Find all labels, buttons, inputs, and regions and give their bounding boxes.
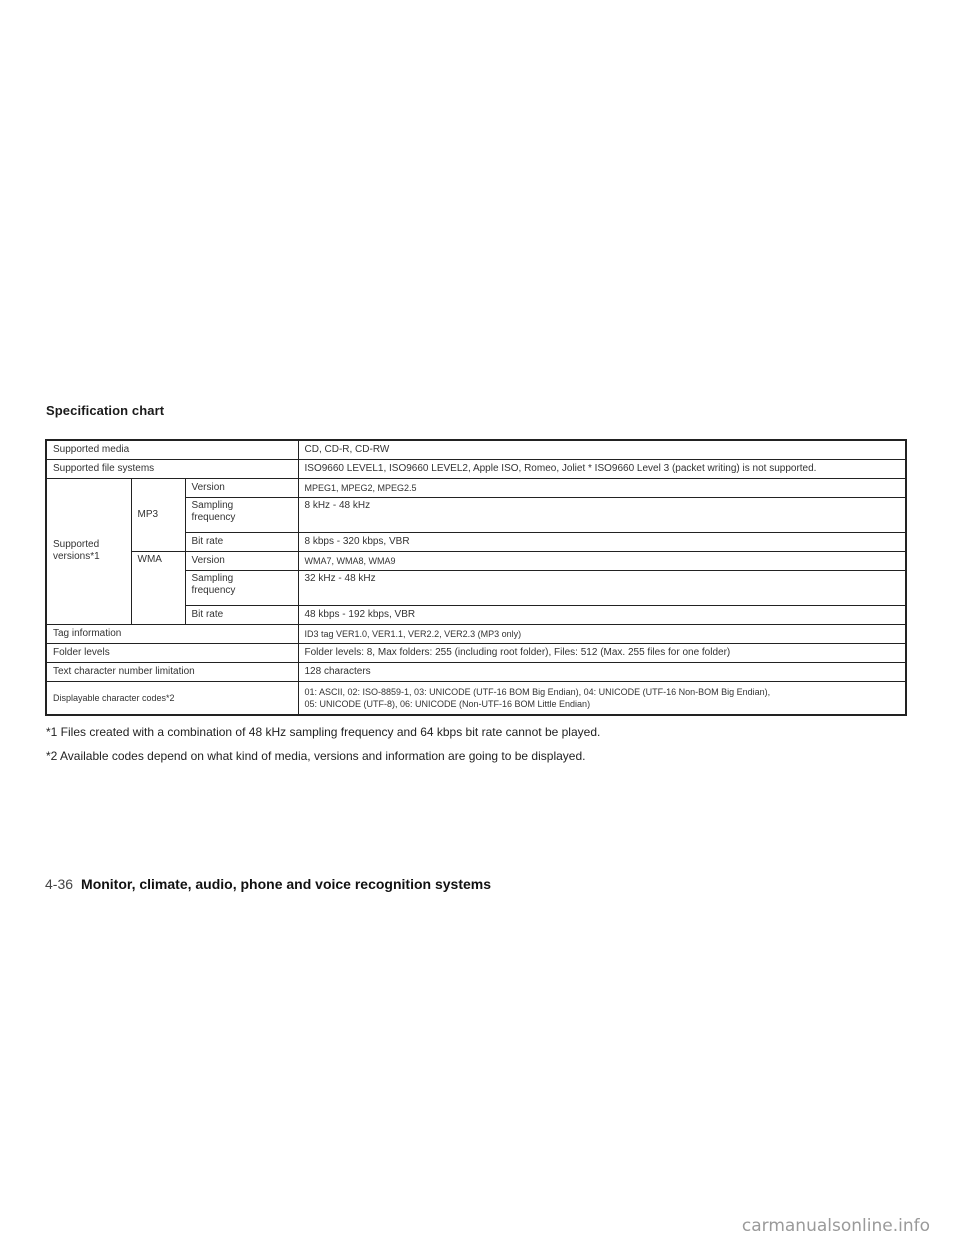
table-row (46, 478, 906, 497)
footnote-1: *1 Files created with a combination of 48 kHz sampling frequency and 64 kbps bit rate cannot be played. (46, 725, 601, 739)
specification-table (45, 439, 907, 716)
wma-sampling-label (185, 570, 298, 605)
table-row (46, 681, 906, 715)
table-row (46, 551, 906, 570)
wma-bitrate-value: 48 kbps - 192 kbps, VBR (298, 605, 906, 624)
mp3-bitrate-label: Bit rate (185, 532, 298, 551)
table-row (46, 459, 906, 478)
mp3-version-label: Version (185, 478, 298, 497)
file-systems-value: ISO9660 LEVEL1, ISO9660 LEVEL2, Apple ISO, Romeo, Joliet * ISO9660 Level 3 (packet writing) is not supported. (298, 459, 906, 478)
tag-information-value: ID3 tag VER1.0, VER1.1, VER2.2, VER2.3 (MP3 only) (298, 624, 906, 643)
wma-sampling-line2: frequency (191, 584, 236, 596)
supported-versions-label (46, 478, 131, 624)
char-codes-line1: 01: ASCII, 02: ISO-8859-1, 03: UNICODE (UTF-16 BOM Big Endian), 04: UNICODE (UTF-16 Non-BOM Big Endian), (304, 686, 771, 697)
wma-version-label: Version (185, 551, 298, 570)
char-codes-line2: 05: UNICODE (UTF-8), 06: UNICODE (Non-UTF-16 BOM Little Endian) (304, 698, 591, 709)
mp3-bitrate-value: 8 kbps - 320 kbps, VBR (298, 532, 906, 551)
wma-bitrate-label: Bit rate (185, 605, 298, 624)
table-row (46, 662, 906, 681)
file-systems-label: Supported file systems (46, 459, 298, 478)
tag-information-label: Tag information (46, 624, 298, 643)
supported-versions-line2: versions*1 (53, 551, 100, 562)
folder-levels-label: Folder levels (46, 643, 298, 662)
watermark: carmanualsonline.info (741, 1216, 930, 1236)
table-row (46, 643, 906, 662)
wma-label: WMA (131, 551, 185, 624)
footnote-2: *2 Available codes depend on what kind of media, versions and information are going to be displayed. (46, 749, 586, 763)
mp3-version-value: MPEG1, MPEG2, MPEG2.5 (298, 478, 906, 497)
section-title: Specification chart (46, 403, 165, 418)
folder-levels-value: Folder levels: 8, Max folders: 255 (including root folder), Files: 512 (Max. 255 files for one folder) (298, 643, 906, 662)
wma-sampling-value: 32 kHz - 48 kHz (298, 570, 906, 605)
mp3-sampling-label (185, 497, 298, 532)
mp3-sampling-line2: frequency (191, 511, 236, 523)
wma-version-value: WMA7, WMA8, WMA9 (298, 551, 906, 570)
supported-versions-line1: Supported (53, 539, 100, 550)
table-row (46, 440, 906, 459)
supported-media-label: Supported media (46, 440, 298, 459)
wma-sampling-line1: Sampling (191, 572, 234, 584)
chapter-title: Monitor, climate, audio, phone and voice recognition systems (81, 876, 491, 892)
text-limit-value: 128 characters (298, 662, 906, 681)
char-codes-label: Displayable character codes*2 (46, 681, 298, 715)
mp3-label: MP3 (131, 478, 185, 551)
page-number: 4-36 (45, 876, 74, 892)
mp3-sampling-line1: Sampling (191, 499, 234, 511)
char-codes-value (298, 681, 906, 715)
mp3-sampling-value: 8 kHz - 48 kHz (298, 497, 906, 532)
supported-media-value: CD, CD-R, CD-RW (298, 440, 906, 459)
page-footer (45, 876, 491, 892)
text-limit-label: Text character number limitation (46, 662, 298, 681)
table-row (46, 624, 906, 643)
